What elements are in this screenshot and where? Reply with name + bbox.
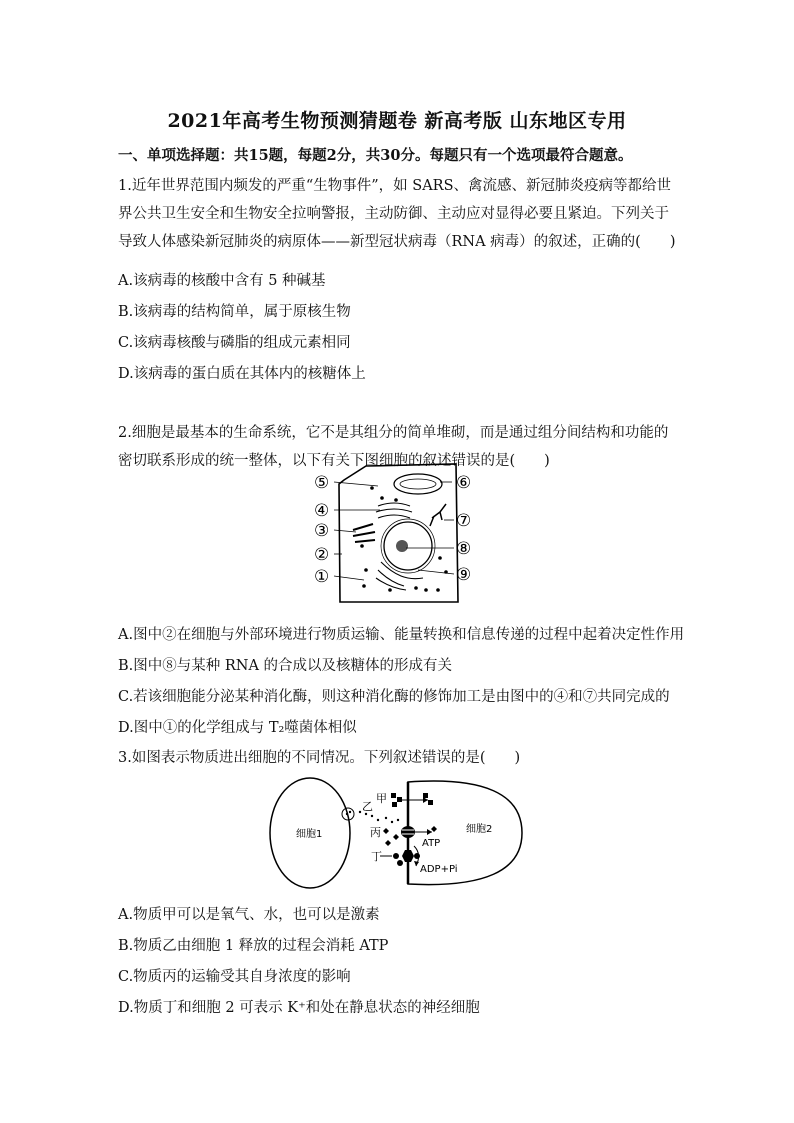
label-atp: ATP <box>422 838 441 849</box>
question-2-stem: 2.细胞是最基本的生命系统，它不是其组分的简单堆砌，而是通过组分间结构和功能的密切联系形成的统一整体，以下有关下图细胞的叙述错误的是( ) <box>118 425 669 469</box>
label-ding: 丁 <box>371 850 382 863</box>
label-4: ④ <box>314 501 330 521</box>
animal-cell-figure <box>306 462 486 607</box>
label-8: ⑧ <box>456 539 472 559</box>
label-1: ① <box>314 567 330 587</box>
label-bing: 丙 <box>370 826 381 839</box>
label-3: ③ <box>314 521 330 541</box>
section-heading: 一、单项选择题：共15题，每题2分，共30分。每题只有一个选项最符合题意。 <box>118 147 633 164</box>
question-1-option-b: B.该病毒的结构简单，属于原核生物 <box>118 304 351 320</box>
channel-protein-shape <box>401 826 415 838</box>
question-1-option-d: D.该病毒的蛋白质在其体内的核糖体上 <box>118 366 366 382</box>
page-title: 2021年高考生物预测猜题卷 新高考版 山东地区专用 <box>167 110 627 132</box>
label-adp: ADP+Pi <box>420 864 458 875</box>
golgi-shape <box>376 503 412 518</box>
label-9: ⑨ <box>456 565 472 585</box>
question-3-option-d: D.物质丁和细胞 2 可表示 K⁺和处在静息状态的神经细胞 <box>118 1000 480 1016</box>
centrosome-shape <box>430 504 446 526</box>
organelle-3-shape <box>353 524 375 542</box>
question-1-stem: 1.近年世界范围内频发的严重“生物事件”，如 SARS、禽流感、新冠肺炎疫病等都给世界公共卫生安全和生物安全拉响警报，主动防御、主动应对显得必要且紧迫。下列关于导致人体感染新冠肺炎的病原体——新型冠状病毒（RNA 病毒）的叙述，正确的( ) <box>118 178 676 250</box>
label-7: ⑦ <box>456 511 472 531</box>
question-2-option-c: C.若该细胞能分泌某种消化酶，则这种消化酶的修饰加工是由图中的④和⑦共同完成的 <box>118 689 670 705</box>
label-jia: 甲 <box>376 792 387 805</box>
question-3-option-b: B.物质乙由细胞 1 释放的过程会消耗 ATP <box>118 938 389 954</box>
question-3-stem: 3.如图表示物质进出细胞的不同情况。下列叙述错误的是( ) <box>118 750 521 766</box>
mitochondrion-shape <box>394 474 442 494</box>
carrier-protein-shape <box>402 850 414 862</box>
endoplasmic-reticulum-shape <box>376 562 423 590</box>
question-3-option-a: A.物质甲可以是氧气、水，也可以是激素 <box>118 907 380 923</box>
membrane-transport-figure <box>268 776 524 890</box>
question-2-option-a: A.图中②在细胞与外部环境进行物质运输、能量转换和信息传递的过程中起着决定性作用 <box>118 627 685 643</box>
question-2-option-b: B.图中⑧与某种 RNA 的合成以及核糖体的形成有关 <box>118 658 453 674</box>
cell-1-label: 细胞1 <box>296 829 323 840</box>
nucleolus-shape <box>396 540 408 552</box>
question-2-option-d: D.图中①的化学组成与 T₂噬菌体相似 <box>118 720 357 736</box>
label-6: ⑥ <box>456 473 472 493</box>
label-2: ② <box>314 545 330 565</box>
cell-2-label: 细胞2 <box>466 824 493 835</box>
question-1-option-a: A.该病毒的核酸中含有 5 种碱基 <box>118 273 326 289</box>
cell-membrane-outline <box>339 464 458 602</box>
label-5: ⑤ <box>314 473 330 493</box>
question-3-option-c: C.物质丙的运输受其自身浓度的影响 <box>118 969 351 985</box>
label-yi: 乙 <box>362 800 373 813</box>
question-1-option-c: C.该病毒核酸与磷脂的组成元素相同 <box>118 335 351 351</box>
